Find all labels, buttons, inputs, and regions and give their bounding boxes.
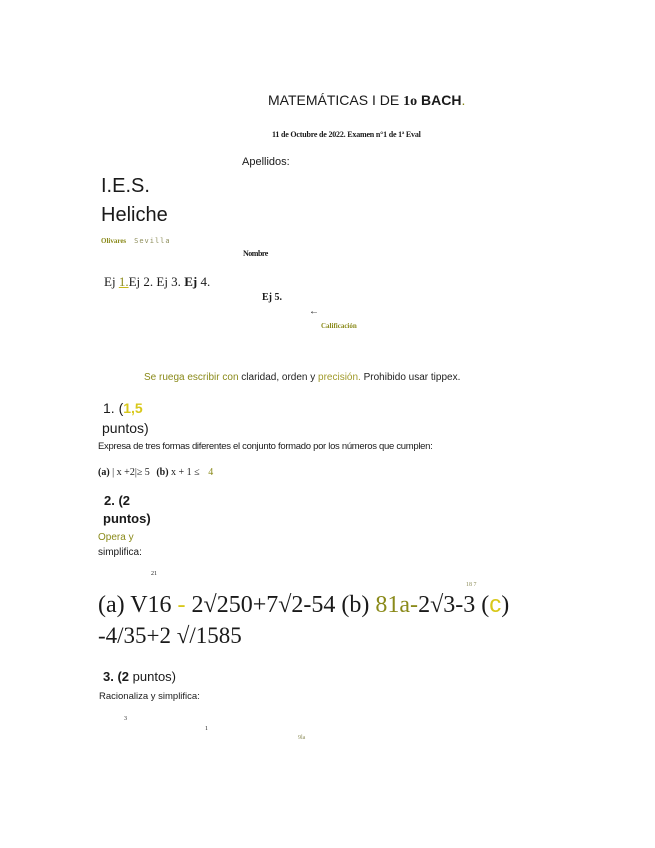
instr-part4: claridad,: [241, 372, 280, 383]
instr-part1: Se ruega: [144, 372, 185, 383]
arrow-icon: ←: [309, 306, 319, 317]
ej-4-num: 4.: [200, 274, 211, 289]
q2-expression-line2: -4/35+2 √/1585: [98, 623, 242, 648]
surname-label: Apellidos:: [242, 156, 290, 168]
instr-part6: precisión.: [318, 372, 361, 383]
q1-part-a-label: (a): [98, 467, 110, 478]
q2-points-word: puntos): [103, 511, 151, 526]
title-dot: .: [461, 92, 466, 108]
q2-superscript-right: 18 7: [466, 582, 477, 588]
ej-3: Ej 3.: [156, 274, 181, 289]
instr-part2: escribir: [187, 372, 220, 383]
q3-number: [103, 669, 176, 684]
instr-part7: Prohibido usar tippex.: [363, 372, 461, 383]
q3-statement: Racionaliza y simplifica:: [99, 691, 200, 702]
q3-fragment-2: 1: [205, 726, 208, 732]
ej-4-label: Ej: [184, 274, 198, 289]
q2-line1-c: 81a-: [375, 592, 419, 618]
q1-number: [103, 400, 143, 416]
ej-1: 1.: [118, 274, 129, 289]
page-title: [268, 92, 465, 110]
q2-expression-line1: [98, 591, 509, 619]
instructions: [144, 372, 460, 383]
ej-2: Ej 2.: [128, 274, 154, 289]
q2-line1-f: ): [501, 592, 510, 618]
name-label: Nombre: [243, 249, 268, 258]
exam-subtitle: 11 de Octubre de 2022. Examen n°1 de 1ª Eval: [272, 130, 421, 139]
school-name-line1: I.E.S.: [101, 175, 150, 197]
q2-number: 2. (2: [104, 493, 131, 508]
q1-points-word: puntos): [102, 420, 149, 436]
q1-statement: Expresa de tres formas diferentes el conjunto formado por los números que cumplen:: [98, 441, 433, 452]
title-level: BACH: [420, 92, 462, 108]
title-main: MATEMÁTICAS I DE: [268, 92, 400, 108]
q3-fragment-3: 9la: [298, 735, 306, 741]
school-name-line2: Heliche: [101, 204, 168, 226]
exercise-grid: [104, 274, 210, 290]
q1-points-value: 1,5: [123, 400, 143, 416]
q2-line1-a: (a) V16: [98, 592, 172, 618]
q1-number-text: 1. (: [103, 400, 124, 416]
instr-part3: con: [222, 372, 239, 383]
town-sevilla: Sevilla: [134, 237, 171, 245]
q2-superscript-left: 21: [151, 571, 157, 577]
q2-line1-d: 2√3-3 (: [418, 592, 490, 618]
q1-part-b-expr: x + 1 ≤: [171, 467, 200, 478]
q1-parts: [98, 467, 213, 478]
q1-part-b-value: 4: [208, 467, 214, 478]
q2-line1-dash: -: [177, 592, 186, 618]
q2-statement-1: Opera y: [98, 532, 134, 543]
grade-label: Calificación: [321, 322, 357, 330]
q2-line1-b: 2√250+7√2-54 (b): [191, 592, 370, 618]
town-olivares: Olivares: [101, 237, 127, 245]
q1-part-b-label: (b): [156, 467, 169, 478]
ej-prefix: Ej: [104, 274, 116, 289]
q1-part-a-expr: | x +2|≥ 5: [112, 467, 150, 478]
instr-part5: orden y: [281, 372, 316, 383]
ej-5: Ej 5.: [262, 292, 282, 303]
q3-points-word: puntos): [132, 669, 177, 684]
town-line: [101, 237, 171, 245]
q3-number-text: 3. (2: [103, 669, 130, 684]
title-course: 1o: [403, 94, 418, 109]
q3-fragment-1: 3: [124, 716, 127, 722]
q2-line1-e: c: [489, 591, 502, 618]
q2-statement-2: simplifica:: [98, 547, 142, 558]
